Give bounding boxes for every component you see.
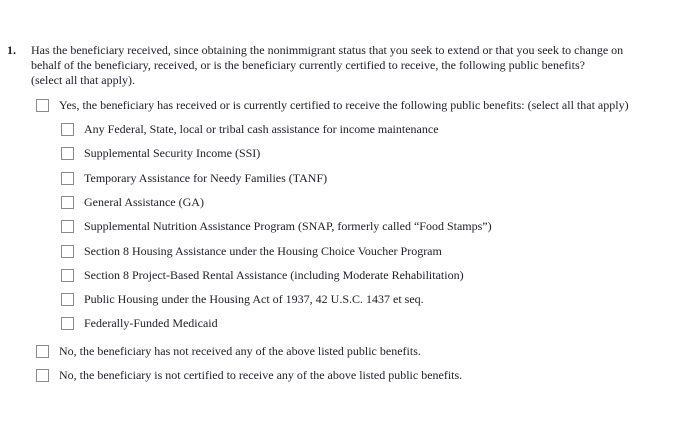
benefit-option-label: Section 8 Housing Assistance under the Housing Choice Voucher Program [84, 244, 442, 258]
benefit-option-row [61, 268, 464, 282]
question-text [31, 43, 679, 88]
benefit-option-label: Public Housing under the Housing Act of 1937, 42 U.S.C. 1437 et seq. [84, 292, 424, 306]
no-option-row [36, 344, 421, 358]
benefit-option-row [61, 171, 327, 185]
benefit-option-label: Supplemental Security Income (SSI) [84, 146, 261, 160]
benefit-option-label: Any Federal, State, local or tribal cash assistance for income maintenance [84, 122, 439, 136]
checkbox-no-not-certified[interactable] [36, 369, 49, 382]
benefit-option-label: Supplemental Nutrition Assistance Program (SNAP, formerly called “Food Stamps”) [84, 219, 492, 233]
question-line: (select all that apply). [31, 73, 135, 87]
checkbox-public-housing[interactable] [61, 293, 74, 306]
yes-option-label: Yes, the beneficiary has received or is currently certified to receive the following public benefits: (select all that apply) [59, 98, 629, 112]
checkbox-snap[interactable] [61, 220, 74, 233]
checkbox-section8-voucher[interactable] [61, 245, 74, 258]
benefit-option-label: Section 8 Project-Based Rental Assistance (including Moderate Rehabilitation) [84, 268, 464, 282]
question-line: behalf of the beneficiary, received, or is the beneficiary currently certified to receive, the following public benefits? [31, 58, 585, 72]
benefit-option-label: Federally-Funded Medicaid [84, 316, 218, 330]
no-option-label: No, the beneficiary has not received any of the above listed public benefits. [59, 344, 421, 358]
benefit-option-row [61, 122, 439, 136]
question-line: Has the beneficiary received, since obtaining the nonimmigrant status that you seek to extend or that you seek to change on [31, 43, 624, 57]
benefit-option-row [61, 292, 424, 306]
checkbox-cash-assistance[interactable] [61, 123, 74, 136]
checkbox-ssi[interactable] [61, 147, 74, 160]
benefit-option-label: Temporary Assistance for Needy Families (TANF) [84, 171, 328, 185]
benefit-option-row [61, 219, 492, 233]
checkbox-no-not-received[interactable] [36, 345, 49, 358]
checkbox-general-assistance[interactable] [61, 196, 74, 209]
checkbox-section8-project-based[interactable] [61, 269, 74, 282]
benefit-option-row [61, 146, 260, 160]
yes-option-row [36, 98, 629, 112]
checkbox-tanf[interactable] [61, 172, 74, 185]
checkbox-medicaid[interactable] [61, 317, 74, 330]
no-option-row [36, 368, 462, 382]
benefit-option-label: General Assistance (GA) [84, 195, 204, 209]
checkbox-yes-public-benefits[interactable] [36, 99, 49, 112]
benefit-option-row [61, 316, 218, 330]
benefit-option-row [61, 195, 204, 209]
benefit-option-row [61, 244, 442, 258]
no-option-label: No, the beneficiary is not certified to receive any of the above listed public benefits. [59, 368, 463, 382]
question-number: 1. [7, 43, 16, 57]
